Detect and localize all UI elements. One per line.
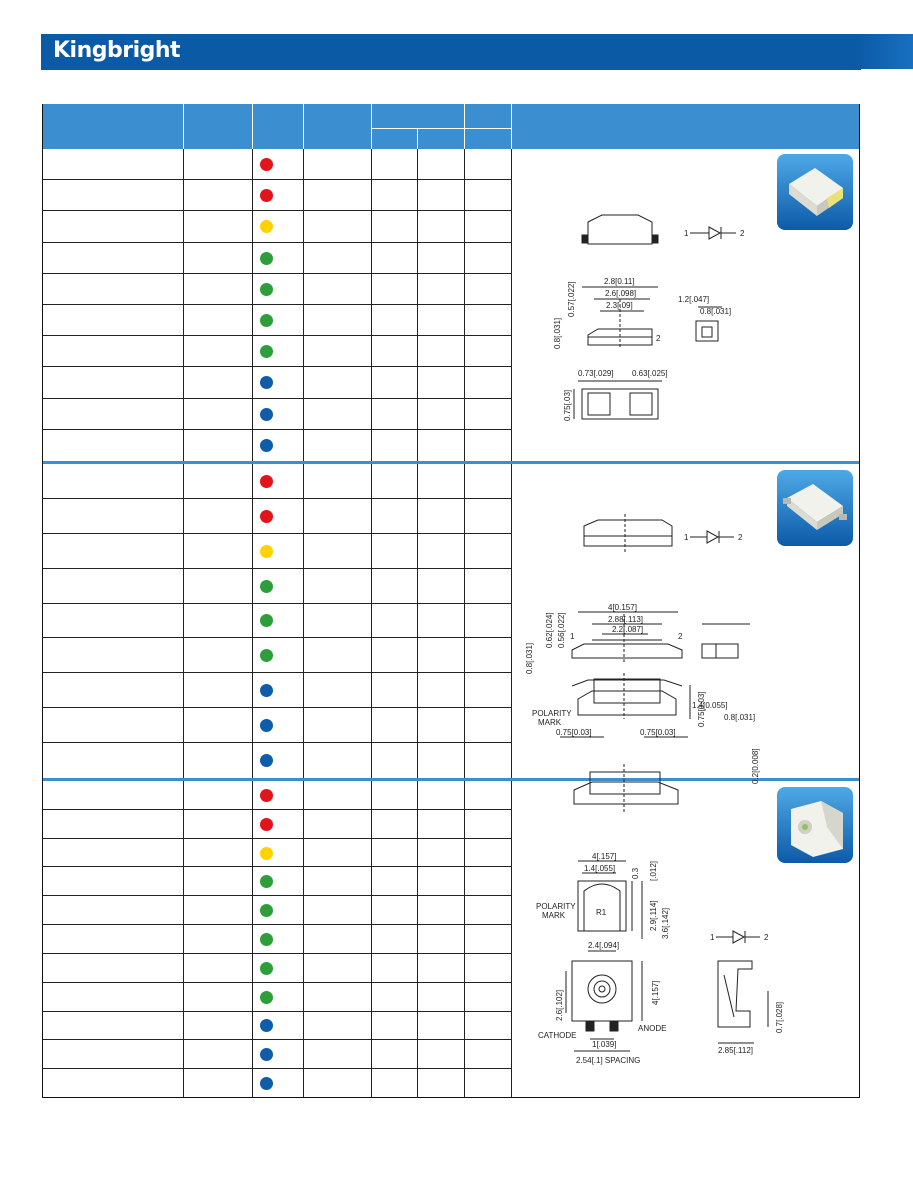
- green-led-indicator: [260, 345, 273, 358]
- table-row: [43, 243, 512, 274]
- svg-text:4[0.157]: 4[0.157]: [608, 603, 637, 612]
- svg-text:2.2[.087]: 2.2[.087]: [612, 625, 644, 634]
- table-row: [43, 708, 512, 743]
- table-row: [43, 534, 512, 569]
- blue-led-indicator: [260, 408, 273, 421]
- svg-text:0.3: 0.3: [631, 867, 640, 879]
- green-led-indicator: [260, 614, 273, 627]
- green-led-indicator: [260, 875, 273, 888]
- red-led-indicator: [260, 818, 273, 831]
- green-led-indicator: [260, 962, 273, 975]
- svg-text:3.6[.142]: 3.6[.142]: [661, 907, 670, 939]
- svg-text:2: 2: [678, 632, 683, 641]
- svg-text:0.56[.022]: 0.56[.022]: [557, 612, 566, 648]
- svg-text:0.62[.024]: 0.62[.024]: [545, 612, 554, 648]
- table-header: [43, 104, 859, 149]
- table-row: [43, 925, 512, 954]
- table-row: [43, 367, 512, 398]
- svg-text:POLARITY: POLARITY: [532, 709, 572, 718]
- table-row: [43, 867, 512, 896]
- green-led-indicator: [260, 649, 273, 662]
- header-subgroup: [371, 128, 511, 150]
- svg-text:1: 1: [710, 933, 715, 942]
- table-row: [43, 336, 512, 367]
- pin2-label: 2: [740, 229, 745, 238]
- svg-text:1.2[.047]: 1.2[.047]: [678, 295, 710, 304]
- product-table: [42, 104, 860, 1098]
- table-row: [43, 305, 512, 336]
- svg-text:2.9[.114]: 2.9[.114]: [649, 900, 658, 931]
- yellow-led-indicator: [260, 220, 273, 233]
- table-row: [43, 673, 512, 708]
- red-led-indicator: [260, 789, 273, 802]
- svg-text:2: 2: [656, 334, 661, 343]
- svg-text:MARK: MARK: [538, 718, 562, 727]
- table-row: [43, 1069, 512, 1098]
- svg-text:2.8[0.11]: 2.8[0.11]: [604, 277, 635, 286]
- header-banner: [41, 34, 913, 69]
- table-row: [43, 430, 512, 461]
- header-rule: [41, 69, 861, 70]
- blue-led-indicator: [260, 719, 273, 732]
- blue-led-indicator: [260, 439, 273, 452]
- svg-text:0.8[.031]: 0.8[.031]: [724, 713, 756, 722]
- table-row: [43, 274, 512, 305]
- svg-text:1[.039]: 1[.039]: [592, 1040, 617, 1049]
- svg-text:0.73[.029]: 0.73[.029]: [578, 369, 614, 378]
- table-row: [43, 604, 512, 639]
- green-led-indicator: [260, 904, 273, 917]
- table-row: [43, 743, 512, 778]
- svg-text:0.8[.031]: 0.8[.031]: [553, 317, 562, 349]
- svg-text:0.8[.031]: 0.8[.031]: [525, 642, 534, 674]
- svg-text:2.3[.09]: 2.3[.09]: [606, 301, 633, 310]
- svg-text:1.4[0.055]: 1.4[0.055]: [692, 701, 728, 710]
- blue-led-indicator: [260, 754, 273, 767]
- package-drawing-2: [512, 464, 859, 784]
- red-led-indicator: [260, 189, 273, 202]
- table-row: [43, 180, 512, 211]
- svg-text:0.75[.03]: 0.75[.03]: [563, 389, 572, 421]
- package-drawing-3: [512, 781, 859, 1098]
- kingbright-logo: Kingbright: [53, 38, 181, 63]
- svg-text:2.4[.094]: 2.4[.094]: [588, 941, 620, 950]
- table-row: [43, 896, 512, 925]
- blue-led-indicator: [260, 1077, 273, 1090]
- svg-text:2.6[.102]: 2.6[.102]: [555, 989, 564, 1021]
- table-row: [43, 638, 512, 673]
- svg-text:1: 1: [570, 632, 575, 641]
- svg-text:POLARITY: POLARITY: [536, 902, 576, 911]
- green-led-indicator: [260, 283, 273, 296]
- green-led-indicator: [260, 933, 273, 946]
- svg-text:0.8[.031]: 0.8[.031]: [700, 307, 732, 316]
- blue-led-indicator: [260, 1019, 273, 1032]
- red-led-indicator: [260, 510, 273, 523]
- blue-led-indicator: [260, 684, 273, 697]
- green-led-indicator: [260, 252, 273, 265]
- red-led-indicator: [260, 475, 273, 488]
- table-row: [43, 839, 512, 868]
- table-row: [43, 1040, 512, 1069]
- svg-text:2: 2: [738, 533, 743, 542]
- svg-text:2.88[.113]: 2.88[.113]: [608, 615, 643, 624]
- svg-text:4[.157]: 4[.157]: [592, 852, 617, 861]
- table-row: [43, 149, 512, 180]
- svg-text:2.85[.112]: 2.85[.112]: [718, 1046, 753, 1055]
- yellow-led-indicator: [260, 847, 273, 860]
- svg-text:0.75[0.03]: 0.75[0.03]: [697, 691, 706, 727]
- table-row: [43, 399, 512, 430]
- blue-led-indicator: [260, 376, 273, 389]
- banner-accent: [858, 34, 913, 69]
- svg-text:R1: R1: [596, 908, 607, 917]
- svg-text:4[.157]: 4[.157]: [651, 980, 660, 1005]
- svg-text:MARK: MARK: [542, 911, 566, 920]
- table-row: [43, 954, 512, 983]
- red-led-indicator: [260, 158, 273, 171]
- svg-text:0.2[0.008]: 0.2[0.008]: [751, 748, 760, 784]
- table-row: [43, 1012, 512, 1041]
- svg-text:0.75[0.03]: 0.75[0.03]: [640, 728, 676, 737]
- table-row: [43, 983, 512, 1012]
- pin1-label: 1: [684, 229, 689, 238]
- table-row: [43, 211, 512, 242]
- green-led-indicator: [260, 314, 273, 327]
- svg-text:[.012]: [.012]: [649, 860, 658, 881]
- svg-text:1.4[.055]: 1.4[.055]: [584, 864, 616, 873]
- svg-text:0.7[.028]: 0.7[.028]: [775, 1001, 784, 1033]
- table-row: [43, 569, 512, 604]
- table-row: [43, 464, 512, 499]
- blue-led-indicator: [260, 1048, 273, 1061]
- table-row: [43, 499, 512, 534]
- svg-text:0.63[.025]: 0.63[.025]: [632, 369, 668, 378]
- svg-text:2: 2: [764, 933, 769, 942]
- table-row: [43, 810, 512, 839]
- svg-text:2.54[.1] SPACING: 2.54[.1] SPACING: [576, 1056, 641, 1065]
- svg-text:1: 1: [684, 533, 689, 542]
- svg-text:0.75[0.03]: 0.75[0.03]: [556, 728, 592, 737]
- yellow-led-indicator: [260, 545, 273, 558]
- svg-text:0.57[.022]: 0.57[.022]: [567, 281, 576, 317]
- green-led-indicator: [260, 991, 273, 1004]
- table-row: [43, 781, 512, 810]
- svg-text:CATHODE: CATHODE: [538, 1031, 577, 1040]
- svg-text:ANODE: ANODE: [638, 1024, 667, 1033]
- package-drawing-1: [512, 149, 859, 461]
- svg-text:2.6[.098]: 2.6[.098]: [605, 289, 637, 298]
- green-led-indicator: [260, 580, 273, 593]
